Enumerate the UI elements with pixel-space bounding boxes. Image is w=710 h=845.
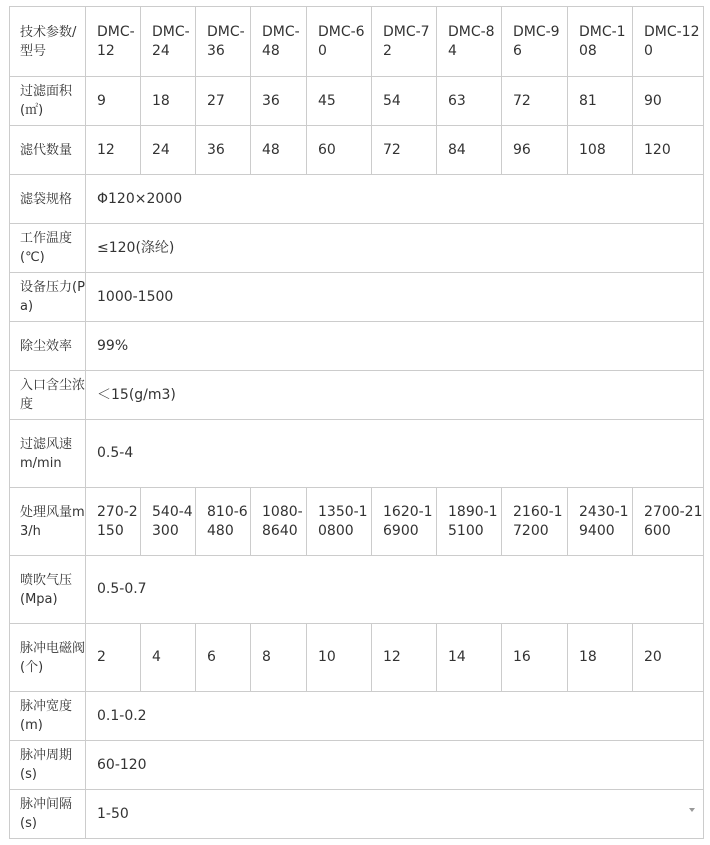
value-cell: 48 (251, 126, 307, 175)
row-label-cell: 过滤风速m/min (10, 420, 86, 488)
value-cell: 63 (437, 77, 502, 126)
header-label-cell: 技术参数/型号 (10, 7, 86, 77)
table-row (10, 77, 704, 126)
row-label-cell: 脉冲宽度(m) (10, 692, 86, 741)
value-cell: 9 (86, 77, 141, 126)
merged-value-cell: ＜15(g/m3) (86, 371, 704, 420)
merged-value-cell: 0.5-4 (86, 420, 704, 488)
value-cell: 96 (502, 126, 568, 175)
value-cell: 1080-8640 (251, 488, 307, 556)
scroll-down-icon[interactable] (689, 808, 695, 812)
value-cell: 72 (502, 77, 568, 126)
value-cell: 84 (437, 126, 502, 175)
row-label-cell: 处理风量m3/h (10, 488, 86, 556)
row-label-cell: 脉冲周期(s) (10, 741, 86, 790)
value-cell: 540-4300 (141, 488, 196, 556)
model-cell: DMC-36 (196, 7, 251, 77)
merged-value-cell: 0.1-0.2 (86, 692, 704, 741)
value-cell: 72 (372, 126, 437, 175)
value-cell: 12 (372, 624, 437, 692)
model-cell: DMC-72 (372, 7, 437, 77)
merged-value-cell: Φ120×2000 (86, 175, 704, 224)
value-cell: 18 (141, 77, 196, 126)
model-cell: DMC-120 (633, 7, 704, 77)
value-cell: 14 (437, 624, 502, 692)
spec-table-body (10, 7, 704, 839)
row-label-cell: 滤袋规格 (10, 175, 86, 224)
value-cell: 4 (141, 624, 196, 692)
value-cell: 45 (307, 77, 372, 126)
value-cell: 36 (196, 126, 251, 175)
value-cell: 6 (196, 624, 251, 692)
value-cell: 60 (307, 126, 372, 175)
table-row (10, 371, 704, 420)
row-label-cell: 喷吹气压(Mpa) (10, 556, 86, 624)
table-row (10, 175, 704, 224)
value-cell: 108 (568, 126, 633, 175)
value-cell: 36 (251, 77, 307, 126)
value-cell: 54 (372, 77, 437, 126)
value-cell: 12 (86, 126, 141, 175)
value-cell: 20 (633, 624, 704, 692)
table-row (10, 741, 704, 790)
merged-value-cell: ≤120(涤纶) (86, 224, 704, 273)
row-label-cell: 工作温度(℃) (10, 224, 86, 273)
value-cell: 2700-21600 (633, 488, 704, 556)
table-row (10, 224, 704, 273)
table-row (10, 556, 704, 624)
merged-value-cell: 60-120 (86, 741, 704, 790)
merged-value-cell: 1-50 (86, 790, 704, 839)
table-header-row (10, 7, 704, 77)
value-cell: 1350-10800 (307, 488, 372, 556)
value-cell: 8 (251, 624, 307, 692)
table-row (10, 488, 704, 556)
merged-value-cell: 0.5-0.7 (86, 556, 704, 624)
value-cell: 24 (141, 126, 196, 175)
model-cell: DMC-60 (307, 7, 372, 77)
value-cell: 1620-16900 (372, 488, 437, 556)
model-cell: DMC-96 (502, 7, 568, 77)
value-cell: 120 (633, 126, 704, 175)
value-cell: 90 (633, 77, 704, 126)
value-cell: 2430-19400 (568, 488, 633, 556)
value-cell: 16 (502, 624, 568, 692)
row-label-cell: 脉冲电磁阀(个) (10, 624, 86, 692)
row-label-cell: 设备压力(Pa) (10, 273, 86, 322)
value-cell: 2 (86, 624, 141, 692)
value-cell: 810-6480 (196, 488, 251, 556)
table-row (10, 624, 704, 692)
model-cell: DMC-84 (437, 7, 502, 77)
row-label-cell: 脉冲间隔(s) (10, 790, 86, 839)
row-label-cell: 除尘效率 (10, 322, 86, 371)
model-cell: DMC-24 (141, 7, 196, 77)
row-label-cell: 入口含尘浓度 (10, 371, 86, 420)
value-cell: 1890-15100 (437, 488, 502, 556)
value-cell: 270-2150 (86, 488, 141, 556)
table-row (10, 126, 704, 175)
value-cell: 2160-17200 (502, 488, 568, 556)
model-cell: DMC-48 (251, 7, 307, 77)
table-row (10, 273, 704, 322)
spec-table (9, 6, 704, 839)
model-cell: DMC-12 (86, 7, 141, 77)
table-row (10, 420, 704, 488)
table-row (10, 692, 704, 741)
value-cell: 10 (307, 624, 372, 692)
value-cell: 81 (568, 77, 633, 126)
merged-value-cell: 99% (86, 322, 704, 371)
value-cell: 18 (568, 624, 633, 692)
table-row (10, 790, 704, 839)
value-cell: 27 (196, 77, 251, 126)
row-label-cell: 滤代数量 (10, 126, 86, 175)
merged-value-cell: 1000-1500 (86, 273, 704, 322)
model-cell: DMC-108 (568, 7, 633, 77)
row-label-cell: 过滤面积(㎡) (10, 77, 86, 126)
table-row (10, 322, 704, 371)
